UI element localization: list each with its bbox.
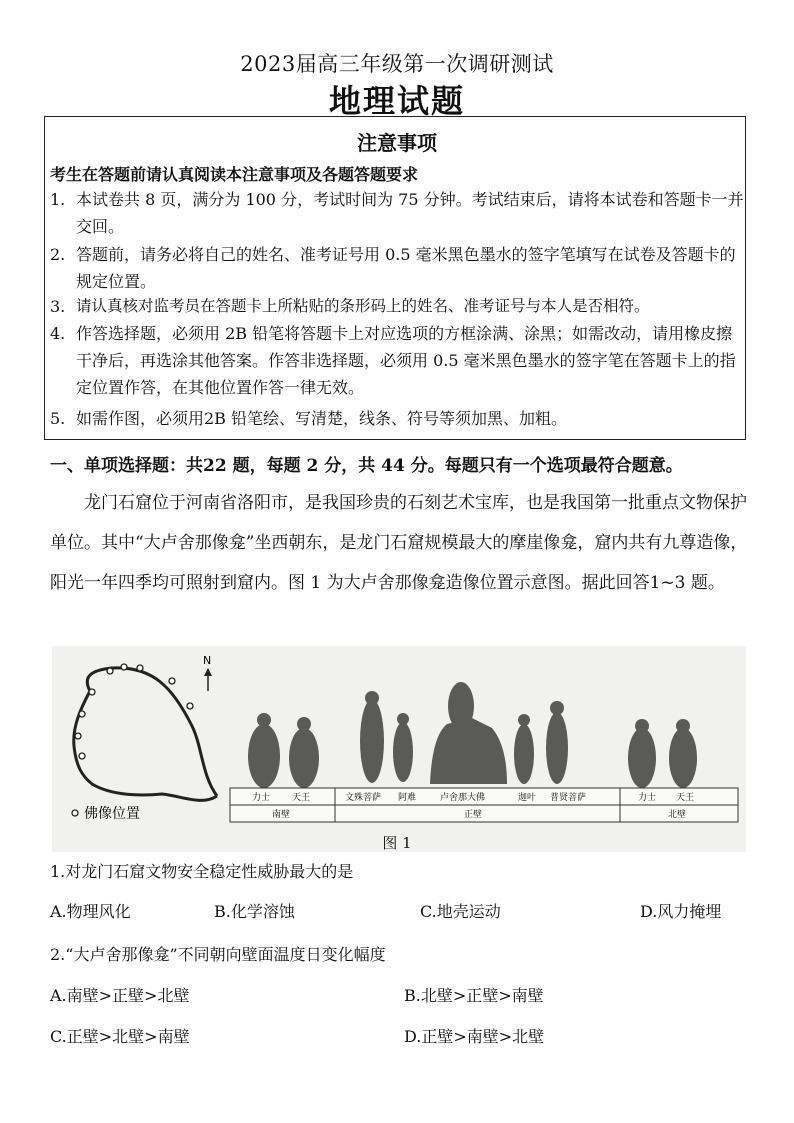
option-d[interactable]: D.正壁>南壁>北壁 [404, 1027, 545, 1046]
notice-item-number: 4. [50, 324, 66, 343]
figure-1 [52, 646, 746, 852]
label-lishi-south: 力士 [252, 793, 271, 803]
label-tianwang-south: 天王 [292, 793, 311, 803]
notice-item-number: 3. [50, 297, 66, 316]
notice-item-text: 请认真核对监考员在答题卡上所粘贴的条形码上的姓名、准考证号与本人是否相符。 [76, 297, 650, 315]
label-jiaye: 迦叶 [518, 793, 537, 803]
notice-item [50, 293, 748, 320]
exam-title: 地理试题 [328, 82, 465, 120]
label-south-wall: 南壁 [272, 810, 291, 820]
statue-position-markers [75, 664, 193, 759]
section-heading: 一、单项选择题：共22 题，每题 2 分，共 44 分。每题只有一个选项最符合题意。 [50, 456, 683, 476]
question-stem: 2.“大卢舍那像龛”不同朝向壁面温度日变化幅度 [50, 945, 386, 964]
option-c[interactable]: C.正壁>北壁>南壁 [50, 1027, 190, 1046]
notice-item-text: 答题前，请务必将自己的姓名、准考证号用 0.5 毫米黑色墨水的签字笔填写在试卷及答题卡的规定位置。 [76, 245, 736, 291]
label-anan: 阿难 [398, 793, 417, 803]
figure-caption: 图 1 [382, 834, 412, 852]
label-puxian: 普贤菩萨 [550, 793, 587, 803]
statues [248, 682, 697, 788]
label-tianwang-north: 天王 [676, 793, 695, 803]
notice-item-number: 5. [50, 409, 66, 428]
notice-heading: 注意事项 [357, 131, 437, 155]
label-north-wall: 北壁 [668, 810, 687, 820]
option-a[interactable]: A.南壁>正壁>北壁 [50, 986, 190, 1005]
option-b[interactable]: B.北壁>正壁>南壁 [404, 986, 544, 1005]
notice-item-text: 本试卷共 8 页，满分为 100 分，考试时间为 75 分钟。考试结束后，请将本试卷和答题卡一并交回。 [76, 190, 744, 236]
notice-item-number: 2. [50, 245, 66, 264]
notice-item-text: 作答选择题，必须用 2B 铅笔将答题卡上对应选项的方框涂满、涂黑；如需改动，请用橡皮擦干净后，再选涂其他答案。作答非选择题，必须用 0.5 毫米黑色墨水的签字笔在答题卡上的指定位置作答，在其他位置作答一律无效。 [76, 324, 736, 397]
notice-item-text: 如需作图，必须用2B 铅笔绘、写清楚，线条、符号等须加黑、加粗。 [76, 409, 568, 428]
question-stem: 1.对龙门石窟文物安全稳定性威胁最大的是 [50, 862, 354, 881]
north-arrow [203, 654, 212, 691]
option-b[interactable]: B.化学溶蚀 [214, 902, 295, 921]
label-lushena: 卢舍那大佛 [440, 793, 486, 803]
notice-item [50, 186, 748, 240]
cave-diagram [52, 646, 746, 852]
notice-intro: 考生在答题前请认真阅读本注意事项及各题答题要求 [50, 165, 419, 184]
legend-marker [72, 810, 78, 816]
cave-outline [74, 668, 217, 801]
legend-label: 佛像位置 [84, 806, 140, 822]
option-d[interactable]: D.风力掩埋 [640, 902, 722, 921]
notice-item [50, 241, 748, 295]
label-wenshu: 文殊菩萨 [345, 793, 382, 803]
north-label: N [203, 654, 212, 667]
label-lishi-north: 力士 [638, 793, 657, 803]
label-main-wall: 正壁 [464, 810, 483, 820]
option-a[interactable]: A.物理风化 [50, 902, 131, 921]
notice-item-number: 1. [50, 190, 66, 209]
option-c[interactable]: C.地壳运动 [420, 902, 501, 921]
exam-subtitle: 2023届高三年级第一次调研测试 [240, 52, 554, 76]
notice-item [50, 405, 748, 432]
passage: 龙门石窟位于河南省洛阳市，是我国珍贵的石刻艺术宝库，也是我国第一批重点文物保护单位。其中“大卢舍那像龛”坐西朝东，是龙门石窟规模最大的摩崖像龛，窟内共有九尊造像，阳光一年四季均可照射到窟内。图 1 为大卢舍那像龛造像位置示意图。据此回答1~3 题。 [50, 493, 748, 593]
notice-item [50, 320, 748, 401]
